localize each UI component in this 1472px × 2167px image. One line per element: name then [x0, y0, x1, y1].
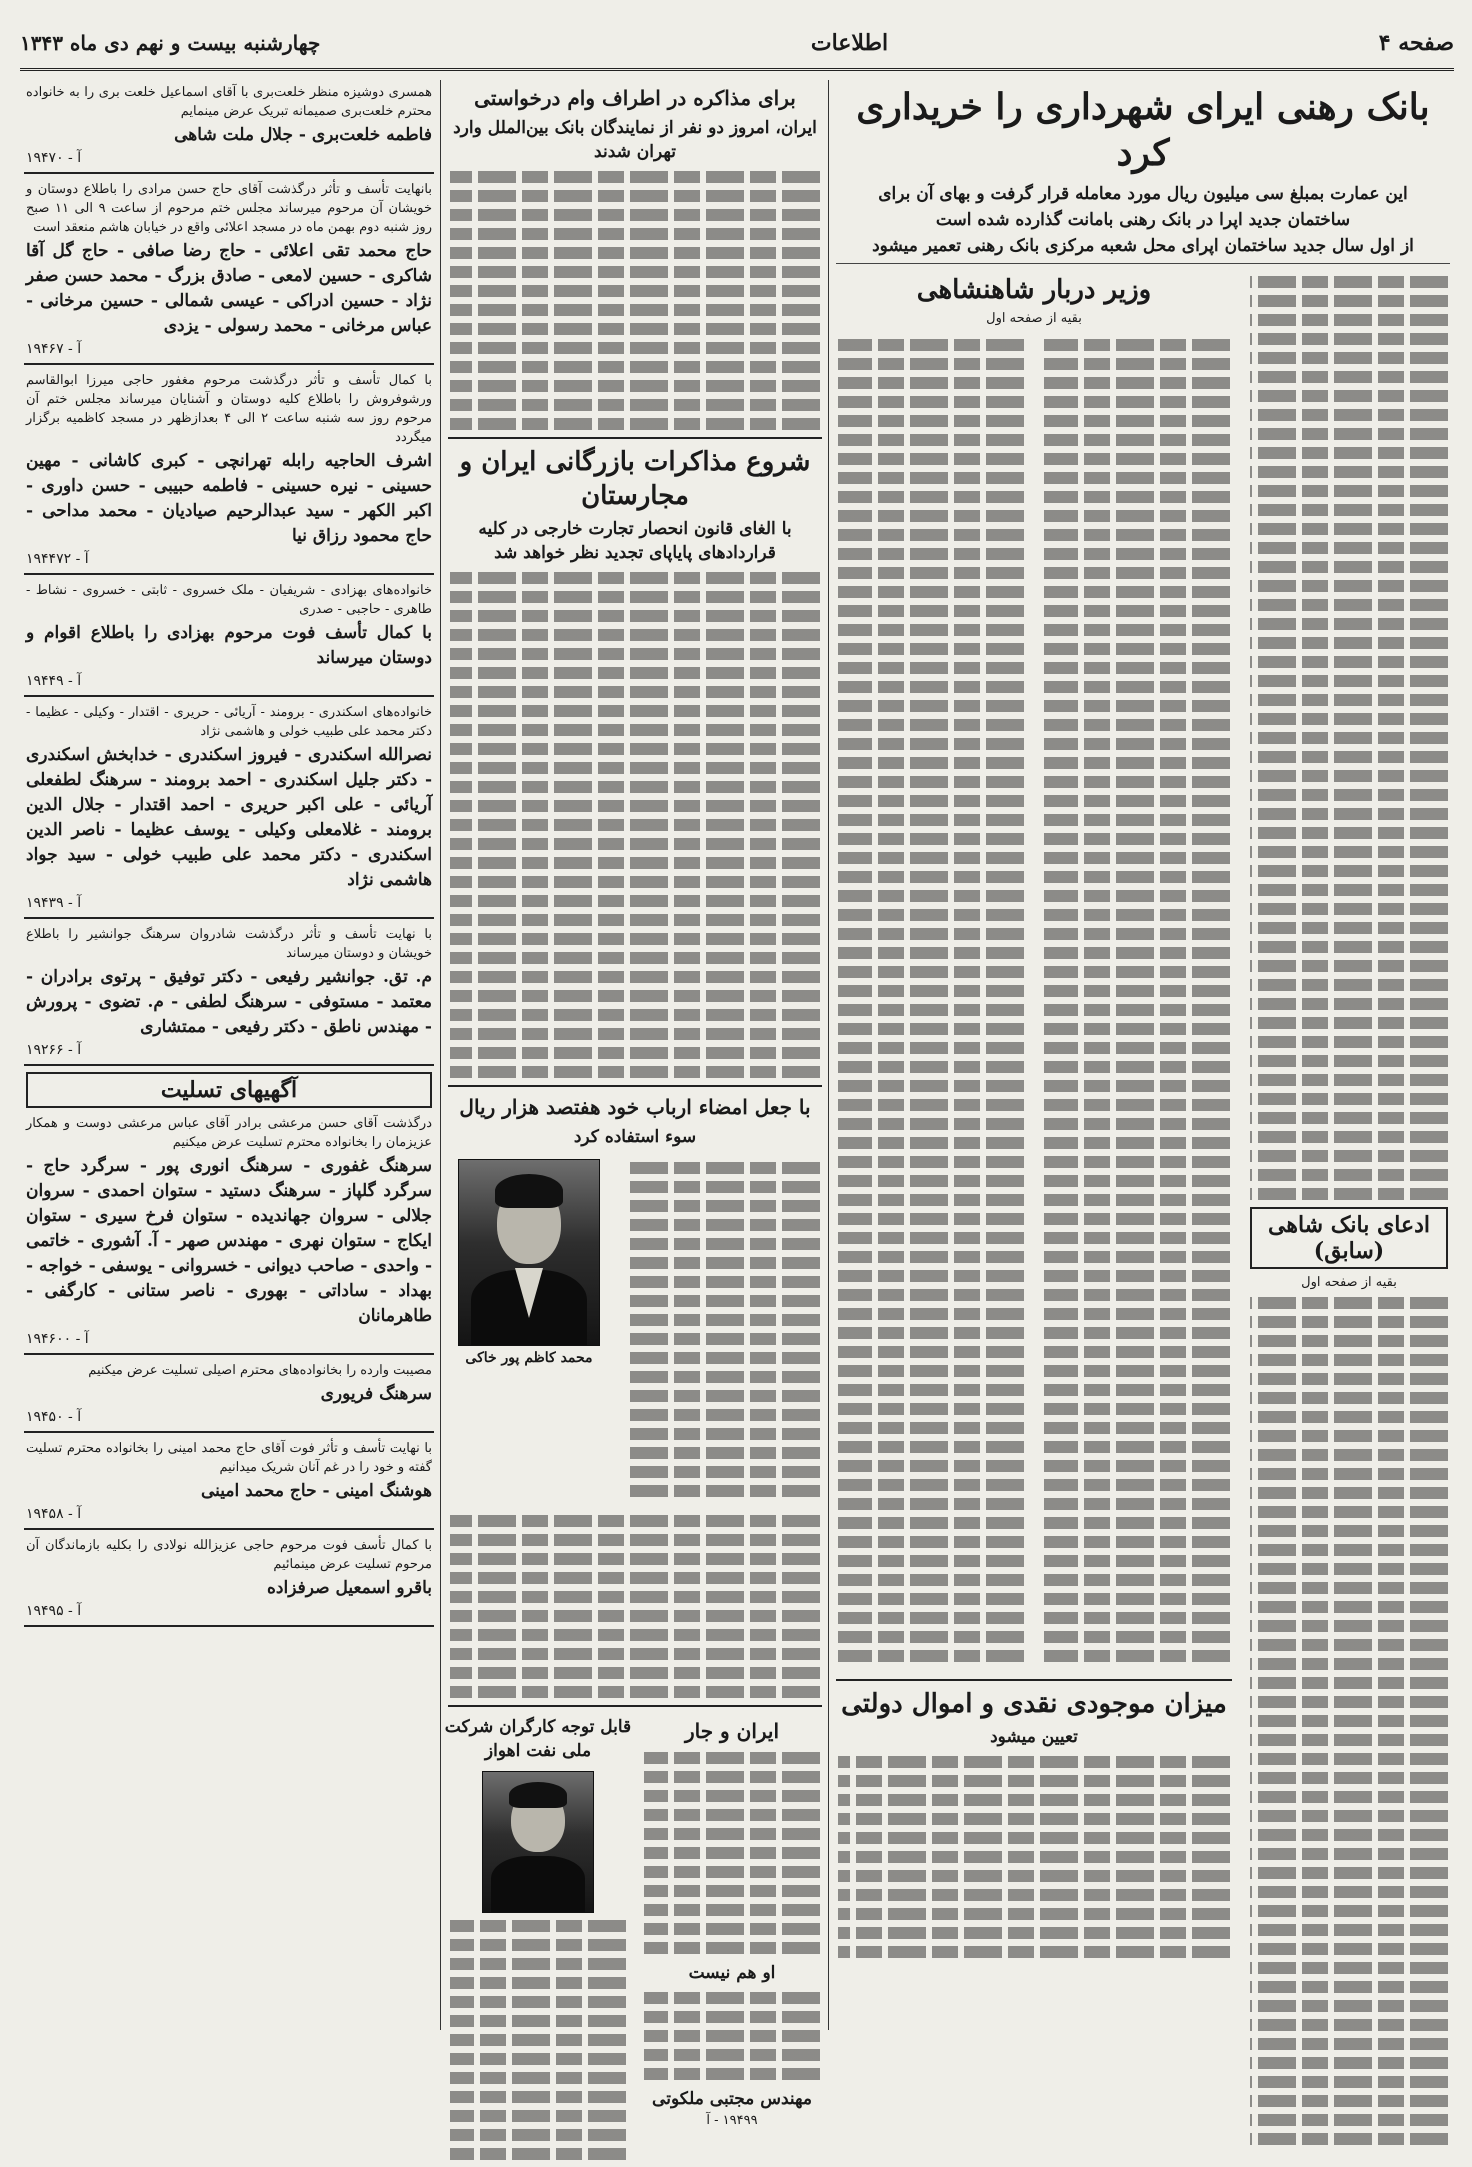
notice-body: بانهایت تأسف و تأثر درگذشت آقای حاج حسن مرادی را باطلاع دوستان و خویشان آن مرحوم میرساند مجلس ختم مرحوم از ساعت ۹ الی ۱۱ صبح روز شنبه دوم بهمن ماه در مسجد اعلائی واقع در خیابان هاشم منعقد است	[26, 182, 432, 235]
notice-code: آ - ۱۹۲۶۶	[26, 1042, 82, 1058]
issue-date: چهارشنبه بیست و نهم دی ماه ۱۳۴۳	[20, 31, 321, 55]
notice-code: آ - ۱۹۴۶۷	[26, 341, 82, 357]
ad-title: ایران و جار	[684, 1719, 780, 1743]
notice-code: آ - ۱۹۴۳۹	[26, 895, 82, 911]
notice-names: سرهنگ فریوری	[320, 1384, 432, 1404]
divider	[24, 695, 434, 697]
minister-article	[832, 269, 1236, 2152]
bank-claims-headline: ادعای بانک شاهی (سابق)	[1250, 1207, 1448, 1269]
article-text	[626, 1155, 820, 1504]
notice-item	[26, 1536, 432, 1619]
minister-headline: وزیر دربار شاهنشاهی	[916, 275, 1152, 305]
trade-sub: با الغای قانون انحصار تجارت خارجی در کلیه قراردادهای پایاپای تجدید نظر خواهد شد	[478, 519, 792, 563]
article-text	[838, 1756, 1230, 1958]
notice-item	[26, 83, 432, 166]
forgery-sub: سوء استفاده کرد	[573, 1127, 697, 1147]
portrait-photo	[458, 1159, 600, 1346]
column-middle	[444, 80, 826, 2128]
column-right	[832, 80, 1454, 2030]
divider	[24, 917, 434, 919]
photo-caption: محمد کاظم پور خاکی	[465, 1350, 593, 1366]
loan-headline: برای مذاکره در اطراف وام درخواستی	[474, 86, 796, 110]
opera-article	[1244, 269, 1454, 2152]
notice-body: خانواده‌های اسکندری - برومند - آریائی - حریری - اقتدار - وکیلی - عظیما - دکتر محمد علی طبیب خولی و هاشمی نژاد	[26, 705, 432, 739]
bank-claims-sub: بقیه از صفحه اول	[1301, 1275, 1397, 1290]
portrait-photo	[482, 1771, 594, 1913]
article-text	[450, 572, 820, 1078]
notice-body: درگذشت آقای حسن مرعشی برادر آقای عباس مرعشی دوست و همکار عزیزمان را بخانواده محترم تسلیت عرض میکنیم	[26, 1116, 432, 1150]
forgery-body	[444, 1151, 826, 1508]
ad-title: قابل توجه کارگران شرکت ملی نفت اهواز	[444, 1717, 632, 1761]
notice-body: با نهایت تأسف و تأثر فوت آقای حاج محمد امینی را بخانواده محترم تسلیت گفته و خود را در غم آنان شریک میدانیم	[26, 1441, 432, 1475]
ad-oil-workers	[444, 1713, 632, 2167]
notice-names: م. تق. جوانشیر رفیعی - دکتر توفیق - پرتوی برادران - معتمد - مستوفی - سرهنگ لطفی - م. تضوی - پرورش - مهندس ناطق - دکتر رفیعی - ممتشاری	[26, 967, 432, 1037]
notice-code: آ - ۱۹۴۵۰	[26, 1409, 82, 1425]
divider	[448, 1085, 822, 1087]
minister-columns	[832, 328, 1236, 1673]
notice-item	[26, 180, 432, 357]
notice-code: آ - ۱۹۴۵۸	[26, 1506, 82, 1522]
notice-item	[26, 1114, 432, 1347]
notices-list	[20, 83, 438, 1066]
divider	[24, 1064, 434, 1066]
ad-text	[644, 1992, 820, 2080]
newspaper-name: اطلاعات	[810, 30, 889, 56]
notice-names: باقرو اسمعیل صرفزاده	[267, 1578, 432, 1598]
article-text	[450, 171, 820, 430]
article-text	[1044, 332, 1230, 1669]
notice-names: فاطمه خلعت‌بری - جلال ملت شاهی	[174, 125, 432, 145]
notice-names: نصرالله اسکندری - فیروز اسکندری - خدابخش اسکندری - دکتر جلیل اسکندری - احمد برومند - سرهنگ لطفعلی آریائی - علی اکبر حریری - احمد اقتدار - جلال الدین برومند - غلامعلی وکیلی - یوسف عظیما - ناصر الدین اسکندری - دکتر محمد علی طبیب خولی - سید جواد هاشمی نژاد	[26, 745, 432, 890]
article-text	[838, 332, 1024, 1669]
minister-sub: بقیه از صفحه اول	[986, 311, 1082, 326]
notice-names: هوشنگ امینی - حاج محمد امینی	[201, 1481, 432, 1501]
lead-line-1: این عمارت بمبلغ سی میلیون ریال مورد معامله قرار گرفت و بهای آن برای	[878, 184, 1408, 204]
notice-code: آ - ۱۹۴۹۵	[26, 1603, 82, 1619]
notice-body: همسری دوشیزه منظر خلعت‌بری با آقای اسماعیل خلعت بری را به خانواده محترم خلعت‌بری صمیمانه تبریک عرض مینمایم	[26, 85, 432, 119]
notice-body: با نهایت تأسف و تأثر درگذشت شادروان سرهنگ جوانشیر را باطلاع خویشان و دوستان میرساند	[26, 927, 432, 961]
main-headline: بانک رهنی ایرای شهرداری را خریداری کرد	[856, 86, 1430, 174]
divider	[836, 1679, 1232, 1681]
loan-sub: ایران، امروز دو نفر از نمایندگان بانک بین‌الملل وارد تهران شدند	[453, 118, 817, 162]
notice-body: با کمال تأسف و تأثر درگذشت مرحوم مغفور حاجی میرزا ابوالقاسم ورشوفروش را باطلاع کلیه دوستان و آشنایان میرساند مجلس ختم آن مرحوم روز سه شنبه ساعت ۲ الی ۴ بعدازظهر در مسجد کاظمیه برگزار میگردد	[26, 373, 432, 445]
trade-headline: شروع مذاکرات بازرگانی ایران و مجارستان	[459, 447, 811, 511]
notice-body: با کمال تأسف فوت مرحوم حاجی عزیزالله نولادی را بکلیه بازماندگان آن مرحوم تسلیت عرض مینمائیم	[26, 1538, 432, 1572]
assets-sub: تعیین میشود	[990, 1727, 1078, 1747]
article-text	[450, 1515, 820, 1698]
notice-item	[26, 371, 432, 567]
column-divider	[828, 80, 829, 2030]
notice-code: آ - ۱۹۴۶۰۰	[26, 1331, 89, 1347]
divider	[448, 1705, 822, 1707]
notice-item	[26, 703, 432, 911]
notice-names: اشرف الحاجیه رابله تهرانچی - کبری کاشانی - مهین حسینی - نیره حسینی - فاطمه حبیبی - حسن داوری - اکبر الکهر - سید عبدالرحیم صیادیان - محمد مداحی - حاج محمود رزاق نیا	[26, 451, 432, 546]
notice-names: سرهنگ غفوری - سرهنگ انوری پور - سرگرد حاج - سرگرد گلپاز - سرهنگ دستید - ستوان احمدی - سروان جلالی - سروان جهاندیده - ستوان فرخ سیری - ستوان ایکاج - ستوان نهری - مهندس صهر - آ. آشوری - خاتمی - واحدی - صاحب دیوانی - خسروانی - یوسفی - خواجه - بهداد - ساداتی - بهوری - ناصر ستانی - کارگفی - طاهرمانان	[26, 1156, 432, 1326]
forgery-headline: با جعل امضاء ارباب خود هفتصد هزار ریال	[459, 1095, 811, 1119]
divider	[24, 1528, 434, 1530]
newspaper-page	[20, 18, 1454, 2128]
notice-names: با کمال تأسف فوت مرحوم بهزادی را باطلاع اقوام و دوستان میرساند	[26, 623, 432, 668]
photo-block	[444, 1151, 614, 1508]
notice-code: آ - ۱۹۴۴۷۲	[26, 551, 89, 567]
column-left	[20, 80, 438, 2030]
column-divider	[440, 80, 441, 2030]
ad-signature: مهندس مجتبی ملکوتی	[652, 2089, 812, 2109]
notice-item	[26, 581, 432, 689]
notice-item	[26, 1439, 432, 1522]
ad-iran-jar	[638, 1713, 826, 2167]
lead-line-3: از اول سال جدید ساختمان اپرای محل شعبه مرکزی بانک رهنی تعمیر میشود	[872, 236, 1414, 256]
masthead	[20, 18, 1454, 71]
lead-line-2: ساختمان جدید اپرا در بانک رهنی بامانت گذارده شده است	[935, 210, 1351, 230]
divider	[24, 363, 434, 365]
ads-row	[444, 1713, 826, 2167]
ad-text	[644, 1752, 820, 1954]
notices-list	[20, 1114, 438, 1627]
condolence-header: آگهیهای تسلیت	[26, 1072, 432, 1108]
divider	[24, 1353, 434, 1355]
assets-headline: میزان موجودی نقدی و اموال دولتی	[841, 1689, 1227, 1719]
divider	[24, 172, 434, 174]
divider	[24, 1625, 434, 1627]
notice-item	[26, 1361, 432, 1425]
notice-code: آ - ۱۹۴۷۰	[26, 150, 82, 166]
ad-subhead: او هم نیست	[688, 1963, 776, 1983]
article-text	[1250, 276, 1448, 1200]
divider	[24, 573, 434, 575]
page-number: صفحه ۴	[1378, 30, 1454, 56]
divider	[24, 1431, 434, 1433]
notice-code: آ - ۱۹۴۴۹	[26, 673, 82, 689]
notice-body: خانواده‌های بهزادی - شریفیان - ملک خسروی - ثابتی - خسروی - نشاط - طاهری - حاجبی - صدری	[26, 583, 432, 617]
article-text	[1250, 1297, 1448, 2145]
divider	[836, 263, 1450, 264]
notice-body: مصیبت وارده را بخانواده‌های محترم اصیلی تسلیت عرض میکنیم	[88, 1363, 432, 1378]
notice-item	[26, 925, 432, 1058]
divider	[448, 437, 822, 439]
ad-text	[450, 1920, 626, 2160]
col1-body	[832, 269, 1454, 2152]
notice-names: حاج محمد تقی اعلائی - حاج رضا صافی - حاج گل آقا شاکری - حسین لامعی - صادق بزرگ - محمد حسن صفر نژاد - حسین ادراکی - عیسی شمالی - حسین مرخانی - عباس مرخانی - محمد رسولی - یزدی	[26, 241, 432, 336]
ad-code: ۱۹۴۹۹ - آ	[706, 2113, 758, 2128]
